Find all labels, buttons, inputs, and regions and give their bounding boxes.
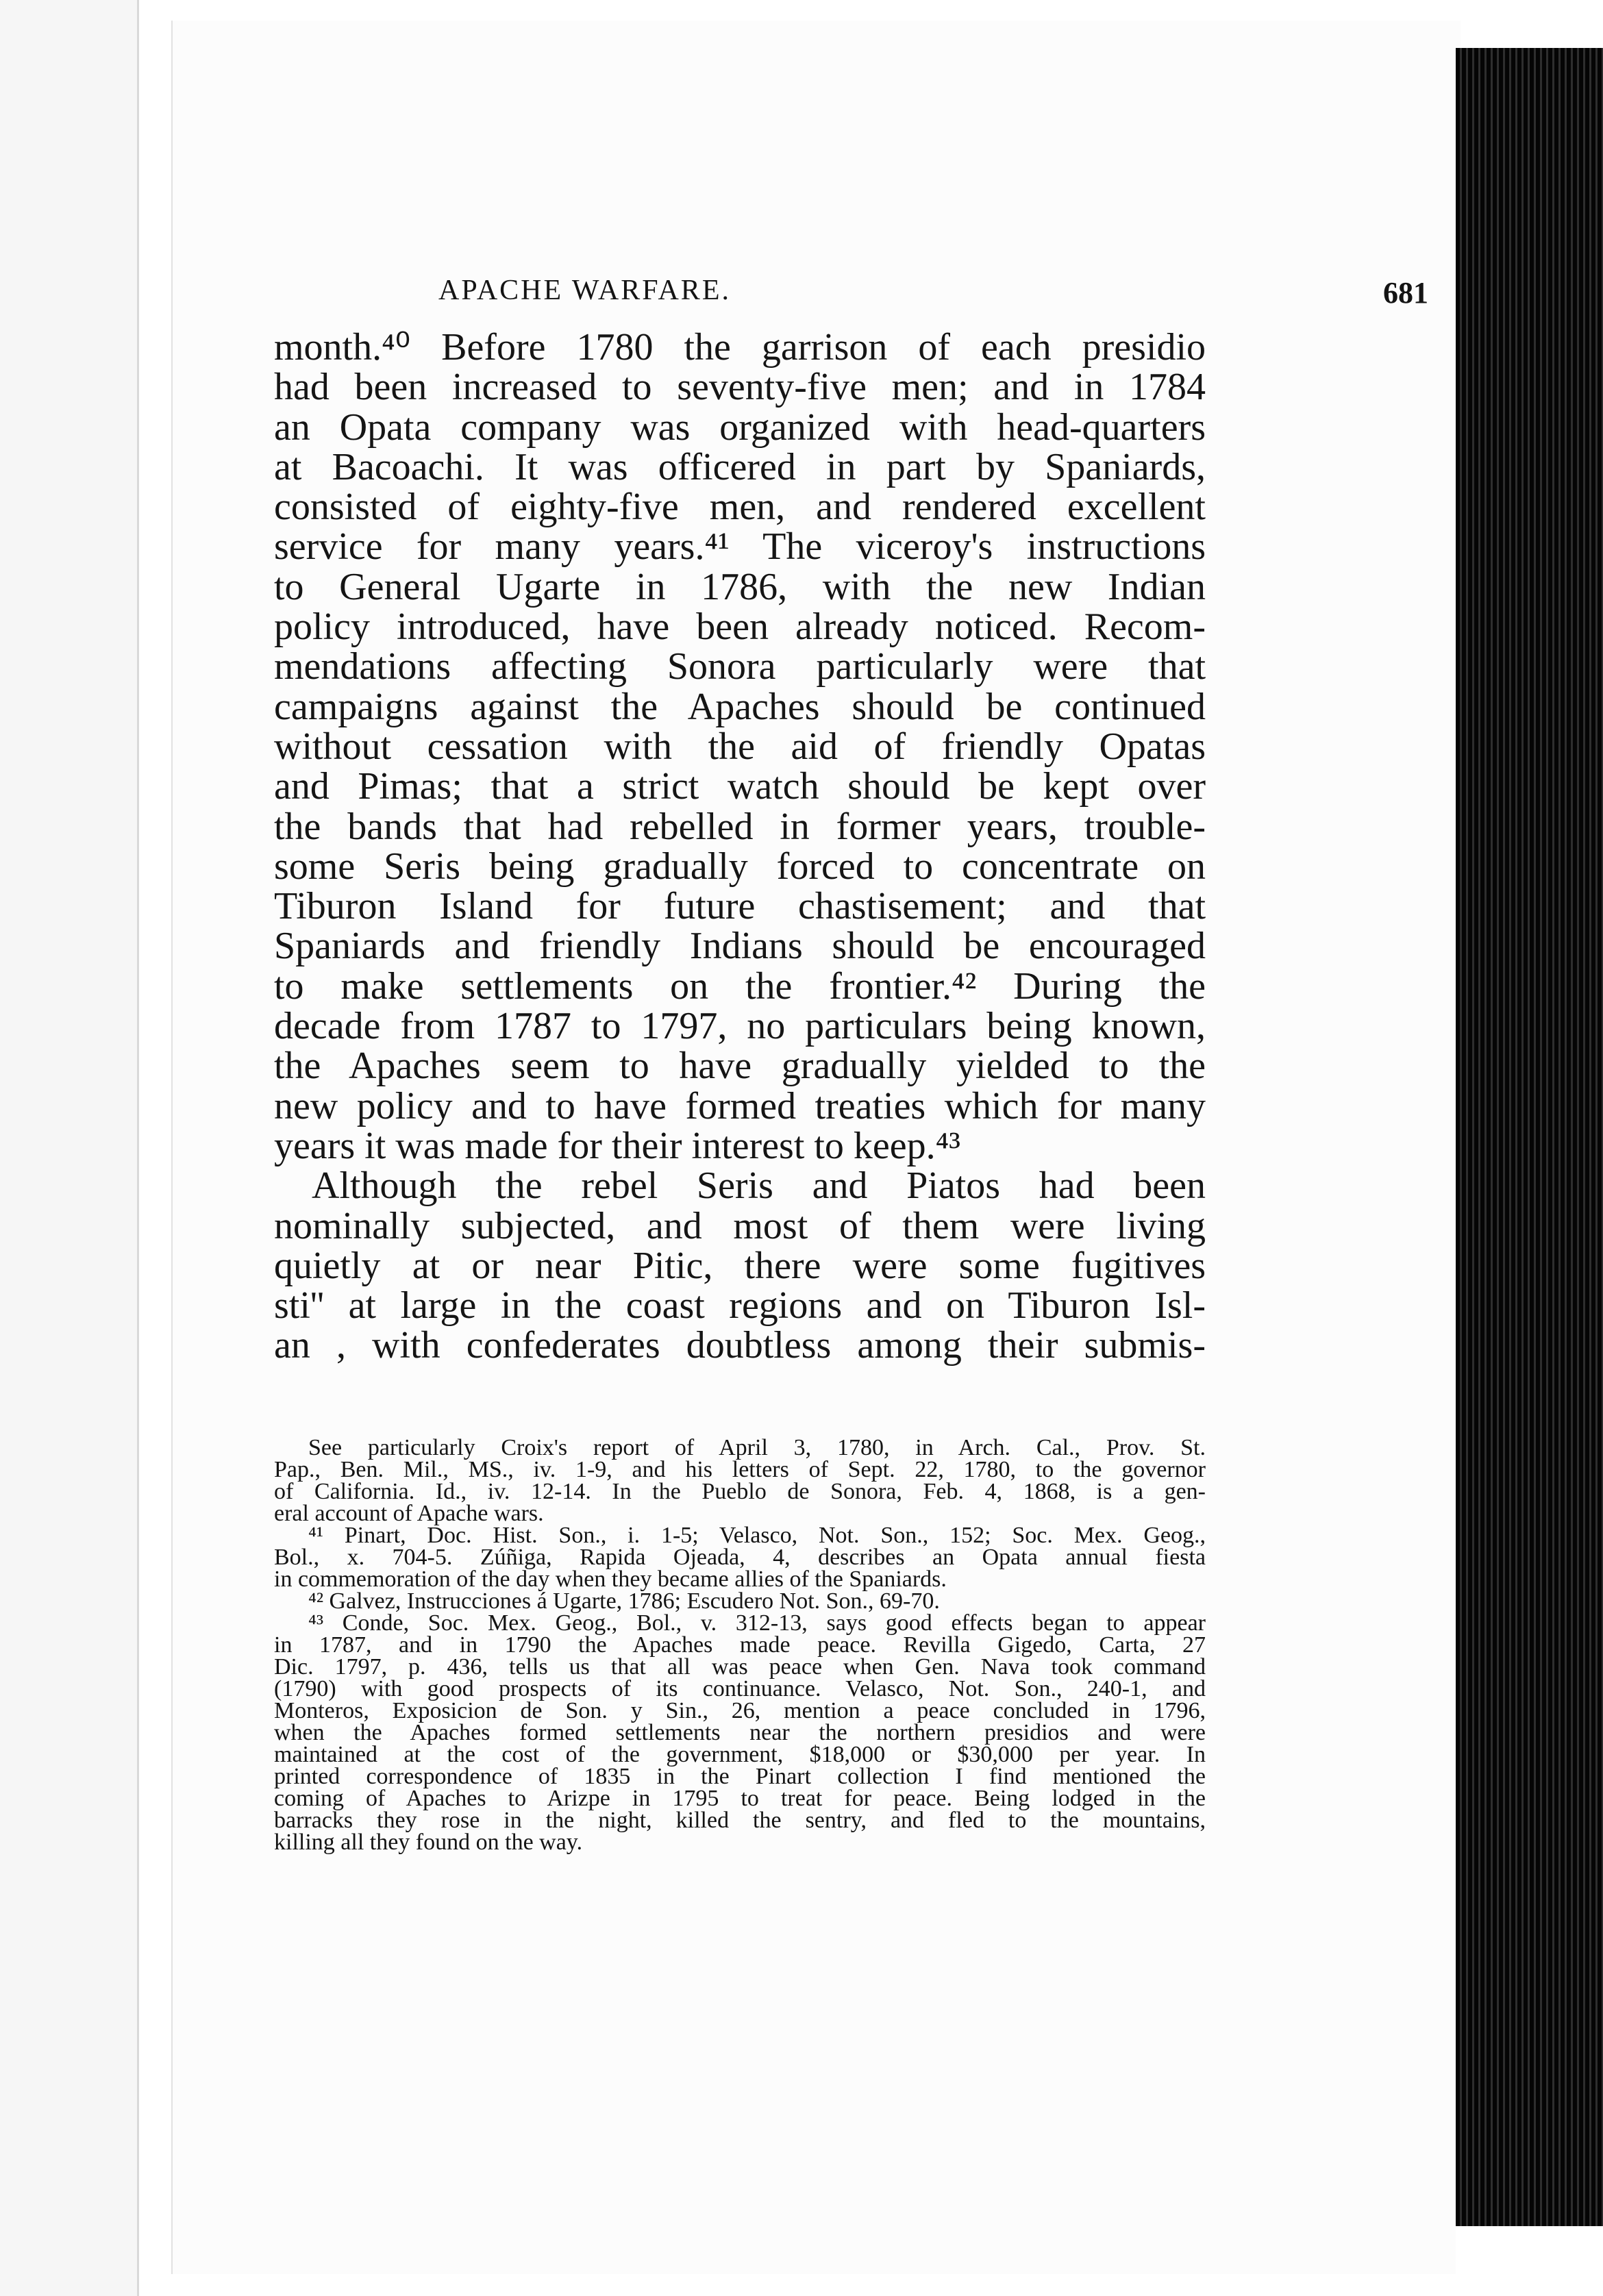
body-line: Tiburon Island for future chastisement; and that (274, 885, 1206, 928)
footnote-line: See particularly Croix's report of April 3, 1780, in Arch. Cal., Prov. St. (308, 1435, 1206, 1460)
body-line: some Seris being gradually forced to concentrate on (274, 845, 1206, 888)
footnote-line: killing all they found on the way. (274, 1830, 583, 1855)
footnote-42 (274, 1590, 1206, 1612)
book-edge-bottom (1456, 2226, 1603, 2296)
body-line: the Apaches seem to have gradually yielded to the (274, 1045, 1206, 1088)
footnote-40 (274, 1437, 1206, 1525)
book-edge (1456, 48, 1603, 2226)
body-line: mendations affecting Sonora particularly were that (274, 645, 1206, 688)
footnote-line: printed correspondence of 1835 in the Pinart collection I find mentioned the (274, 1764, 1206, 1789)
body-line: new policy and to have formed treaties which for many (274, 1084, 1206, 1127)
footnote-line: maintained at the cost of the government, $18,000 or $30,000 per year. In (274, 1742, 1206, 1767)
body-line: nominally subjected, and most of them were living (274, 1204, 1206, 1247)
footnote-line: Pap., Ben. Mil., MS., iv. 1-9, and his letters of Sept. 22, 1780, to the governor (274, 1457, 1206, 1482)
body-line: month.⁴⁰ Before 1780 the garrison of each presidio (274, 326, 1206, 369)
page-header (438, 274, 1428, 315)
footnote-line: ⁴¹ Pinart, Doc. Hist. Son., i. 1-5; Velasco, Not. Son., 152; Soc. Mex. Geog., (308, 1523, 1206, 1548)
footnote-line: (1790) with good prospects of its continuance. Velasco, Not. Son., 240-1, and (274, 1676, 1206, 1701)
footnote-line: ⁴³ Conde, Soc. Mex. Geog., Bol., v. 312-13, says good effects began to appear (308, 1610, 1206, 1636)
footnote-line: barracks they rose in the night, killed the sentry, and fled to the mountains, (274, 1808, 1206, 1833)
body-line: to General Ugarte in 1786, with the new Indian (274, 565, 1206, 608)
previous-page-edge (0, 0, 139, 2296)
running-title: APACHE WARFARE. (438, 275, 731, 306)
footnote-line: in commemoration of the day when they became allies of the Spaniards. (274, 1567, 947, 1592)
body-line: an , with confederates doubtless among their submis- (274, 1324, 1206, 1367)
body-line: quietly at or near Pitic, there were some fugitives (274, 1244, 1206, 1287)
body-line: Spaniards and friendly Indians should be encouraged (274, 925, 1206, 968)
footnote-line: of California. Id., iv. 12-14. In the Pueblo de Sonora, Feb. 4, 1868, is a gen- (274, 1479, 1206, 1504)
page-number: 681 (1383, 276, 1428, 310)
footnote-line: in 1787, and in 1790 the Apaches made peace. Revilla Gigedo, Carta, 27 (274, 1632, 1206, 1658)
footnote-line: when the Apaches formed settlements near the northern presidios and were (274, 1720, 1206, 1745)
body-text (274, 327, 1206, 1366)
body-line: to make settlements on the frontier.⁴² During the (274, 964, 1206, 1008)
body-line: campaigns against the Apaches should be continued (274, 685, 1206, 728)
body-line: service for many years.⁴¹ The viceroy's instructions (274, 525, 1206, 569)
body-line: had been increased to seventy-five men; and in 1784 (274, 366, 1206, 409)
footnote-line: Monteros, Exposicion de Son. y Sin., 26, mention a peace concluded in 1796, (274, 1698, 1206, 1723)
body-line: consisted of eighty-five men, and rendered excellent (274, 486, 1206, 529)
footnotes (274, 1437, 1206, 1854)
footnote-line: Bol., x. 704-5. Zúñiga, Rapida Ojeada, 4, describes an Opata annual fiesta (274, 1545, 1206, 1570)
body-line: policy introduced, have been already noticed. Recom- (274, 606, 1206, 649)
footnote-line: eral account of Apache wars. (274, 1501, 544, 1526)
body-line: sti'' at large in the coast regions and on Tiburon Isl- (274, 1284, 1206, 1327)
footnote-43 (274, 1612, 1206, 1854)
body-line: Although the rebel Seris and Piatos had been (312, 1164, 1206, 1208)
footnote-line: ⁴² Galvez, Instrucciones á Ugarte, 1786; Escudero Not. Son., 69-70. (308, 1588, 940, 1614)
body-line: years it was made for their interest to keep.⁴³ (274, 1124, 960, 1167)
body-line: and Pimas; that a strict watch should be kept over (274, 765, 1206, 808)
footnote-line: coming of Apaches to Arizpe in 1795 to treat for peace. Being lodged in the (274, 1786, 1206, 1811)
body-line: an Opata company was organized with head-quarters (274, 405, 1206, 449)
body-line: without cessation with the aid of friendly Opatas (274, 725, 1206, 768)
footnote-line: Dic. 1797, p. 436, tells us that all was peace when Gen. Nava took command (274, 1654, 1206, 1680)
body-line: the bands that had rebelled in former years, trouble- (274, 805, 1206, 848)
body-line: decade from 1787 to 1797, no particulars being known, (274, 1005, 1206, 1048)
body-line: at Bacoachi. It was officered in part by Spaniards, (274, 445, 1206, 488)
footnote-41 (274, 1525, 1206, 1590)
